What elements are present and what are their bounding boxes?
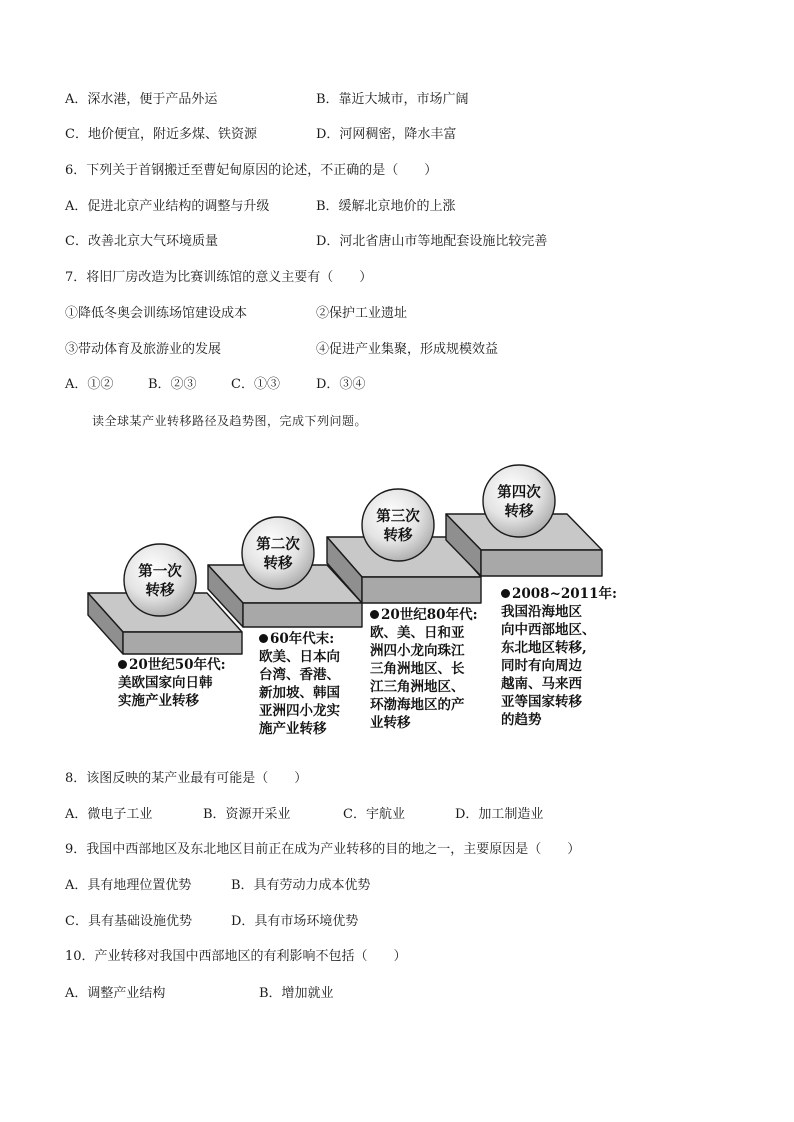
- q6-option-a: A．促进北京产业结构的调整与升级: [65, 199, 270, 214]
- q8-option-c: C．宇航业: [343, 807, 405, 822]
- diagram-intro: 读全球某产业转移路径及趋势图，完成下列问题。: [92, 414, 368, 428]
- q7-option-a: A．①②: [65, 377, 114, 392]
- step-2-ball-label: 第二次 转移: [256, 536, 300, 572]
- step-3-ball-label: 第三次 转移: [376, 508, 420, 544]
- q10-stem: 10．产业转移对我国中西部地区的有利影响不包括（ ）: [65, 949, 407, 964]
- step-4-ball-label: 第四次 转移: [497, 484, 541, 520]
- q8-option-d: D．加工制造业: [455, 807, 544, 822]
- q10-option-a: A．调整产业结构: [65, 986, 166, 1001]
- q7-option-d: D．③④: [316, 377, 366, 392]
- bullet-icon: [501, 589, 510, 598]
- bullet-icon: [259, 634, 268, 643]
- step-1-ball-label: 第一次 转移: [138, 563, 182, 599]
- q7-option-c: C．①③: [231, 377, 280, 392]
- step-2-note: 60年代末: 欧美、日本向 台湾、香港、 新加坡、韩国 亚洲四小龙实 施产业转移: [259, 631, 340, 737]
- q6-option-d: D．河北省唐山市等地配套设施比较完善: [316, 234, 548, 249]
- q9-option-a: A．具有地理位置优势: [65, 878, 192, 893]
- q5-option-d: D．河网稠密，降水丰富: [316, 127, 457, 142]
- q9-stem: 9．我国中西部地区及东北地区目前正在成为产业转移的目的地之一，主要原因是（ ）: [65, 842, 581, 857]
- q7-statement-4: ④促进产业集聚，形成规模效益: [316, 342, 499, 357]
- bullet-icon: [370, 610, 379, 619]
- q5-option-b: B．靠近大城市，市场广阔: [316, 92, 469, 107]
- q9-option-b: B．具有劳动力成本优势: [231, 878, 371, 893]
- q7-statement-2: ②保护工业遗址: [316, 306, 408, 321]
- q7-stem: 7．将旧厂房改造为比赛训练馆的意义主要有（ ）: [65, 270, 373, 285]
- q10-option-b: B．增加就业: [259, 986, 334, 1001]
- step-1-note: 20世纪50年代: 美欧国家向日韩 实施产业转移: [118, 657, 226, 709]
- step-3-note: 20世纪80年代: 欧、美、日和亚 洲四小龙向珠江 三角洲地区、长 江三角洲地区、 环渤海地区的产 业转移: [370, 607, 478, 731]
- q6-stem: 6．下列关于首钢搬迁至曹妃甸原因的论述，不正确的是（ ）: [65, 163, 438, 178]
- q7-statement-1: ①降低冬奥会训练场馆建设成本: [65, 306, 248, 321]
- q5-option-c: C．地价便宜，附近多煤、铁资源: [65, 127, 257, 142]
- q9-option-d: D．具有市场环境优势: [231, 914, 359, 929]
- bullet-icon: [118, 660, 127, 669]
- q7-option-b: B．②③: [148, 377, 197, 392]
- q8-option-b: B．资源开采业: [203, 807, 291, 822]
- q8-option-a: A．微电子工业: [65, 807, 153, 822]
- q6-option-b: B．缓解北京地价的上涨: [316, 199, 456, 214]
- q9-option-c: C．具有基础设施优势: [65, 914, 192, 929]
- q8-stem: 8．该图反映的某产业最有可能是（ ）: [65, 771, 308, 786]
- q5-option-a: A．深水港，便于产品外运: [65, 92, 218, 107]
- q7-statement-3: ③带动体育及旅游业的发展: [65, 342, 222, 357]
- q6-option-c: C．改善北京大气环境质量: [65, 234, 218, 249]
- step-4-note: 2008~2011年: 我国沿海地区 向中西部地区、 东北地区转移, 同时有向周边 越南、马来西 亚等国家转移 的趋势: [501, 586, 617, 728]
